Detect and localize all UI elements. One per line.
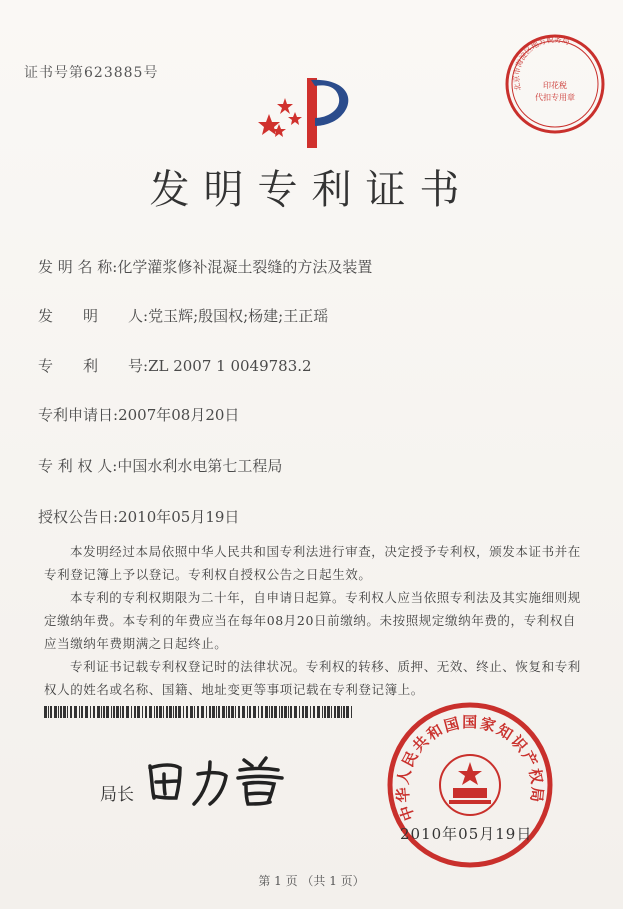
barcode-bar [169,706,172,718]
invention-name-value: 化学灌浆修补混凝土裂缝的方法及装置 [117,258,373,276]
patentee-value: 中国水利水电第七工程局 [117,457,283,475]
barcode-bar [206,706,207,718]
barcode-bar [175,706,177,718]
barcode-bar [253,706,256,718]
barcode-bar [44,706,47,718]
barcode-bar [154,706,155,718]
barcode-bar [279,706,280,718]
barcode-bar [67,706,68,718]
page-title: 发明专利证书 [149,167,474,213]
barcode-bar [58,706,59,718]
barcode-bar [294,706,297,718]
barcode-bar [156,706,158,718]
barcode-bar [209,706,211,718]
barcode-bar [201,706,204,718]
barcode-bar [322,706,323,718]
invention-name-label: 发 明 名 称: [38,258,118,276]
body-paragraph-2: 本专利的专利权期限为二十年，自申请日起算。专利权人应当依照专利法及其实施细则规定缴纳年费。本专利的年费应当在每年08月20日前缴纳。未按照规定缴纳年费的，专利权自应当缴纳年费期满之日起终止。 [44,590,581,651]
patentee-row [38,455,282,476]
barcode-bar [48,706,49,718]
barcode-bar [281,706,283,718]
barcode-bar [290,706,292,718]
grant-date-row [38,506,239,527]
barcode-bar [324,706,326,718]
body-paragraph-1: 本发明经过本局依照中华人民共和国专利法进行审查，决定授予专利权，颁发本证书并在专利登记簿上予以登记。专利权自授权公告之日起生效。 [44,544,581,582]
barcode-bar [337,706,340,718]
barcode-bar [183,706,184,718]
barcode-bar [163,706,164,718]
barcode-bar [178,706,181,718]
barcode-bar [116,706,119,718]
filing-date-label: 专利申请日: [38,406,119,424]
patent-number-value: ZL 2007 1 0049783.2 [148,357,312,375]
barcode-bar [346,706,349,718]
barcode-bar [310,706,311,718]
barcode-bar [351,706,352,718]
grant-date-label: 授权公告日: [38,508,119,526]
barcode-bar [334,706,336,718]
sipo-logo-icon [255,70,365,150]
barcode-bar [343,706,345,718]
director-signature [140,748,310,812]
svg-text:北京市海淀区地方税务局: 北京市海淀区地方税务局 [511,35,571,92]
barcode-bar [317,706,320,718]
barcode-bar [228,706,230,718]
barcode-bar [103,706,105,718]
barcode-bar [60,706,62,718]
patent-number-row [38,355,312,376]
barcode-bar [226,706,227,718]
barcode-bar [137,706,140,718]
barcode-bar [111,706,112,718]
barcode-bar [331,706,332,718]
barcode-bar [249,706,251,718]
barcode-bar [261,706,263,718]
barcode-bar [81,706,83,718]
barcode-bar [212,706,215,718]
barcode-bar [341,706,342,718]
inventors-value: 党玉辉;殷国权;杨建;王正瑶 [148,307,329,325]
svg-text:中华人民共和国国家知识产权局: 中华人民共和国国家知识产权局 [393,713,547,824]
barcode-bar [134,706,136,718]
barcode-bar [302,706,304,718]
barcode-bar [231,706,234,718]
inventors-row [38,305,328,326]
barcode-bar [90,706,91,718]
barcode-bar [313,706,315,718]
barcode-bar [194,706,195,718]
certificate-body [44,540,584,701]
barcode-bar [166,706,168,718]
barcode-bar [284,706,287,718]
barcode-bar [122,706,124,718]
grant-date-value: 2010年05月19日 [118,508,240,526]
barcode-bar [258,706,259,718]
barcode-bar [265,706,268,718]
barcode-bar [145,706,147,718]
barcode-bar [216,706,217,718]
barcode-bar [197,706,199,718]
inventors-label: 发 明 人: [38,307,149,325]
barcode-bar [269,706,270,718]
barcode-bar [50,706,52,718]
barcode-bar [235,706,236,718]
barcode-bar [186,706,188,718]
barcode-bar [327,706,330,718]
patent-number-label: 专 利 号: [38,357,149,375]
sipo-official-seal [385,700,555,870]
barcode-bar [159,706,162,718]
svg-text:印花税: 印花税 [543,81,567,90]
barcode-bar [247,706,248,718]
director-label: 局长 [100,785,134,805]
barcode-bar [101,706,102,718]
svg-text:代扣专用章: 代扣专用章 [535,93,575,102]
barcode-bar [274,706,277,718]
barcode-bar [97,706,100,718]
certificate-number: 证书号第623885号 [24,65,159,81]
barcode-bar [271,706,273,718]
barcode-bar [120,706,121,718]
barcode-bar [238,706,240,718]
barcode-bar [131,706,132,718]
body-paragraph-3: 专利证书记载专利权登记时的法律状况。专利权的转移、质押、无效、终止、恢复和专利权人的姓名或名称、国籍、地址变更等事项记载在专利登记簿上。 [44,659,581,697]
barcode-bar [74,706,77,718]
filing-date-row [38,404,239,425]
patentee-label: 专 利 权 人: [38,457,118,475]
barcode-bar [288,706,289,718]
tax-stamp-seal [503,32,607,136]
barcode-bar [142,706,143,718]
barcode-bar [242,706,245,718]
barcode-bar [63,706,66,718]
barcode-bar [126,706,129,718]
barcode-bar [190,706,193,718]
filing-date-value: 2007年08月20日 [118,406,240,424]
page-number: 第 1 页 （共 1 页） [258,874,365,888]
barcode-bar [106,706,109,718]
barcode-bar [113,706,115,718]
barcode-bar [222,706,225,718]
barcode-bar [299,706,300,718]
barcode-bar [149,706,152,718]
barcode-bar [93,706,95,718]
barcode-bar [85,706,88,718]
barcode-bar [218,706,220,718]
barcode-icon [44,706,354,718]
barcode-bar [79,706,80,718]
barcode-bar [70,706,72,718]
seal-date: 2010年05月19日 [400,825,533,843]
barcode-bar [305,706,308,718]
barcode-bar [173,706,174,718]
invention-name-row [38,256,372,277]
barcode-bar [54,706,57,718]
